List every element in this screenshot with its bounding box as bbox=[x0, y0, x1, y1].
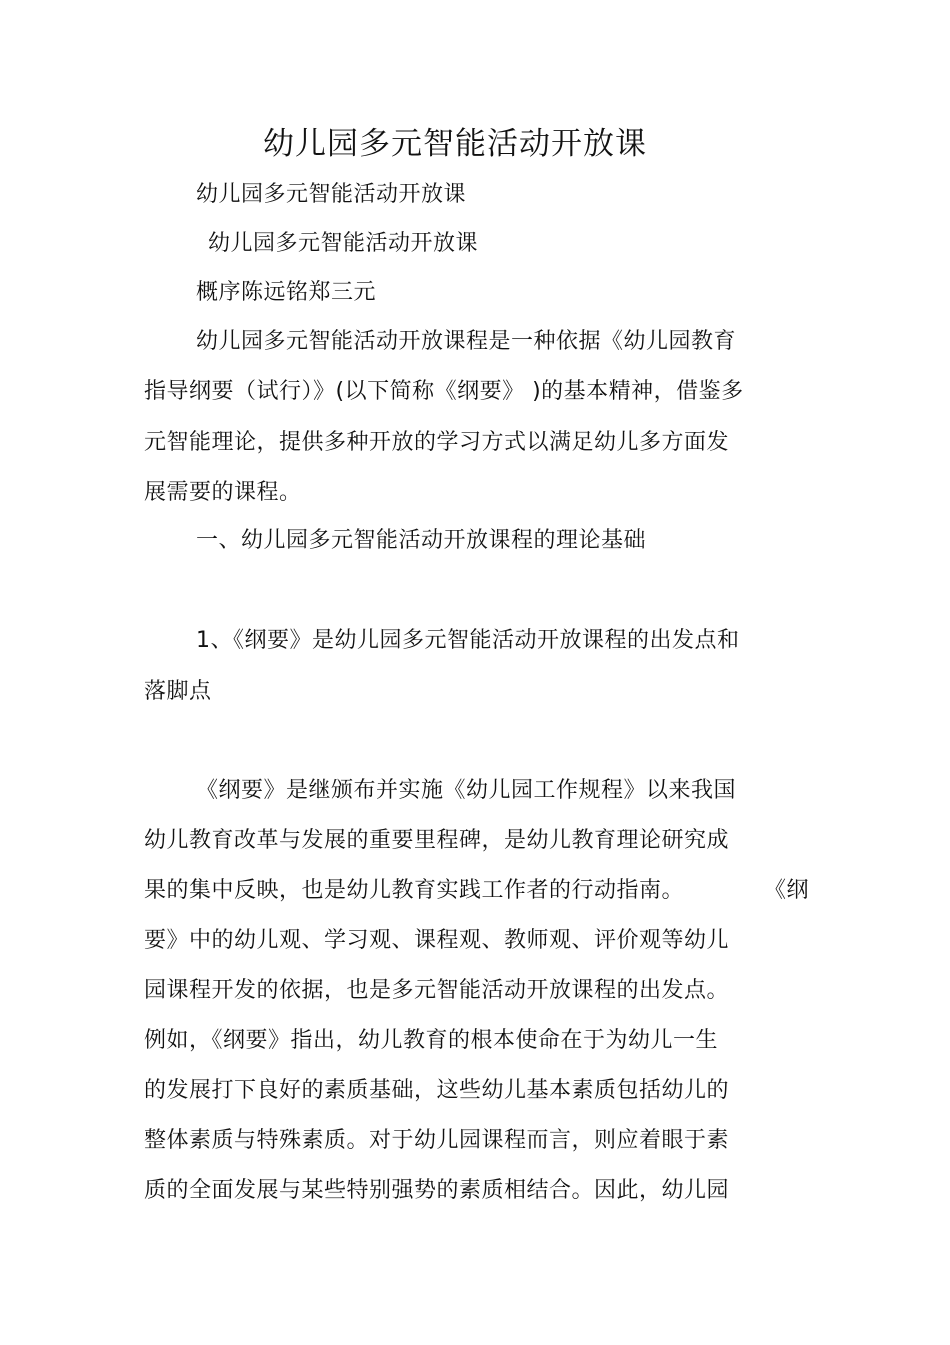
paragraph-line: 《纲要》是继颁布并实施《幼儿园工作规程》以来我国 bbox=[196, 778, 737, 803]
paragraph-line: 幼儿园多元智能活动开放课程是一种依据《幼儿园教育 bbox=[196, 329, 737, 354]
paragraph-line: 质的全面发展与某些特别强势的素质相结合。因此，幼儿园 bbox=[144, 1178, 730, 1203]
section-heading: 一、幼儿园多元智能活动开放课程的理论基础 bbox=[196, 528, 647, 553]
paragraph-line: 元智能理论，提供多种开放的学习方式以满足幼儿多方面发 bbox=[144, 430, 730, 455]
paragraph-line: 展需要的课程。 bbox=[144, 480, 302, 505]
paragraph-line: 例如，《纲要》指出，幼儿教育的根本使命在于为幼儿一生 bbox=[144, 1028, 719, 1053]
subtitle-line-repeat: 幼儿园多元智能活动开放课 bbox=[208, 231, 479, 256]
paragraph-line: 果的集中反映，也是幼儿教育实践工作者的行动指南。 bbox=[144, 878, 685, 903]
paragraph-line: 指导纲要（试行）》(以下简称《纲要》 )的基本精神，借鉴多 bbox=[144, 379, 744, 404]
paragraph-line: 整体素质与特殊素质。对于幼儿园课程而言，则应着眼于素 bbox=[144, 1128, 730, 1153]
document-title: 幼儿园多元智能活动开放课 bbox=[263, 126, 647, 162]
paragraph-line: 的发展打下良好的素质基础，这些幼儿基本素质包括幼儿的 bbox=[144, 1078, 730, 1103]
paragraph-line: 园课程开发的依据，也是多元智能活动开放课程的出发点。 bbox=[144, 978, 730, 1003]
paragraph-line: 要》中的幼儿观、学习观、课程观、教师观、评价观等幼儿 bbox=[144, 928, 730, 953]
paragraph-line: 幼儿教育改革与发展的重要里程碑，是幼儿教育理论研究成 bbox=[144, 828, 730, 853]
author-line: 概序陈远铭郑三元 bbox=[196, 280, 377, 305]
subtitle-line: 幼儿园多元智能活动开放课 bbox=[196, 182, 467, 207]
paragraph-line-fragment: 《纲 bbox=[764, 878, 810, 903]
subsection-heading-cont: 落脚点 bbox=[144, 679, 212, 704]
subsection-heading: 1、《纲要》是幼儿园多元智能活动开放课程的出发点和 bbox=[196, 628, 740, 653]
